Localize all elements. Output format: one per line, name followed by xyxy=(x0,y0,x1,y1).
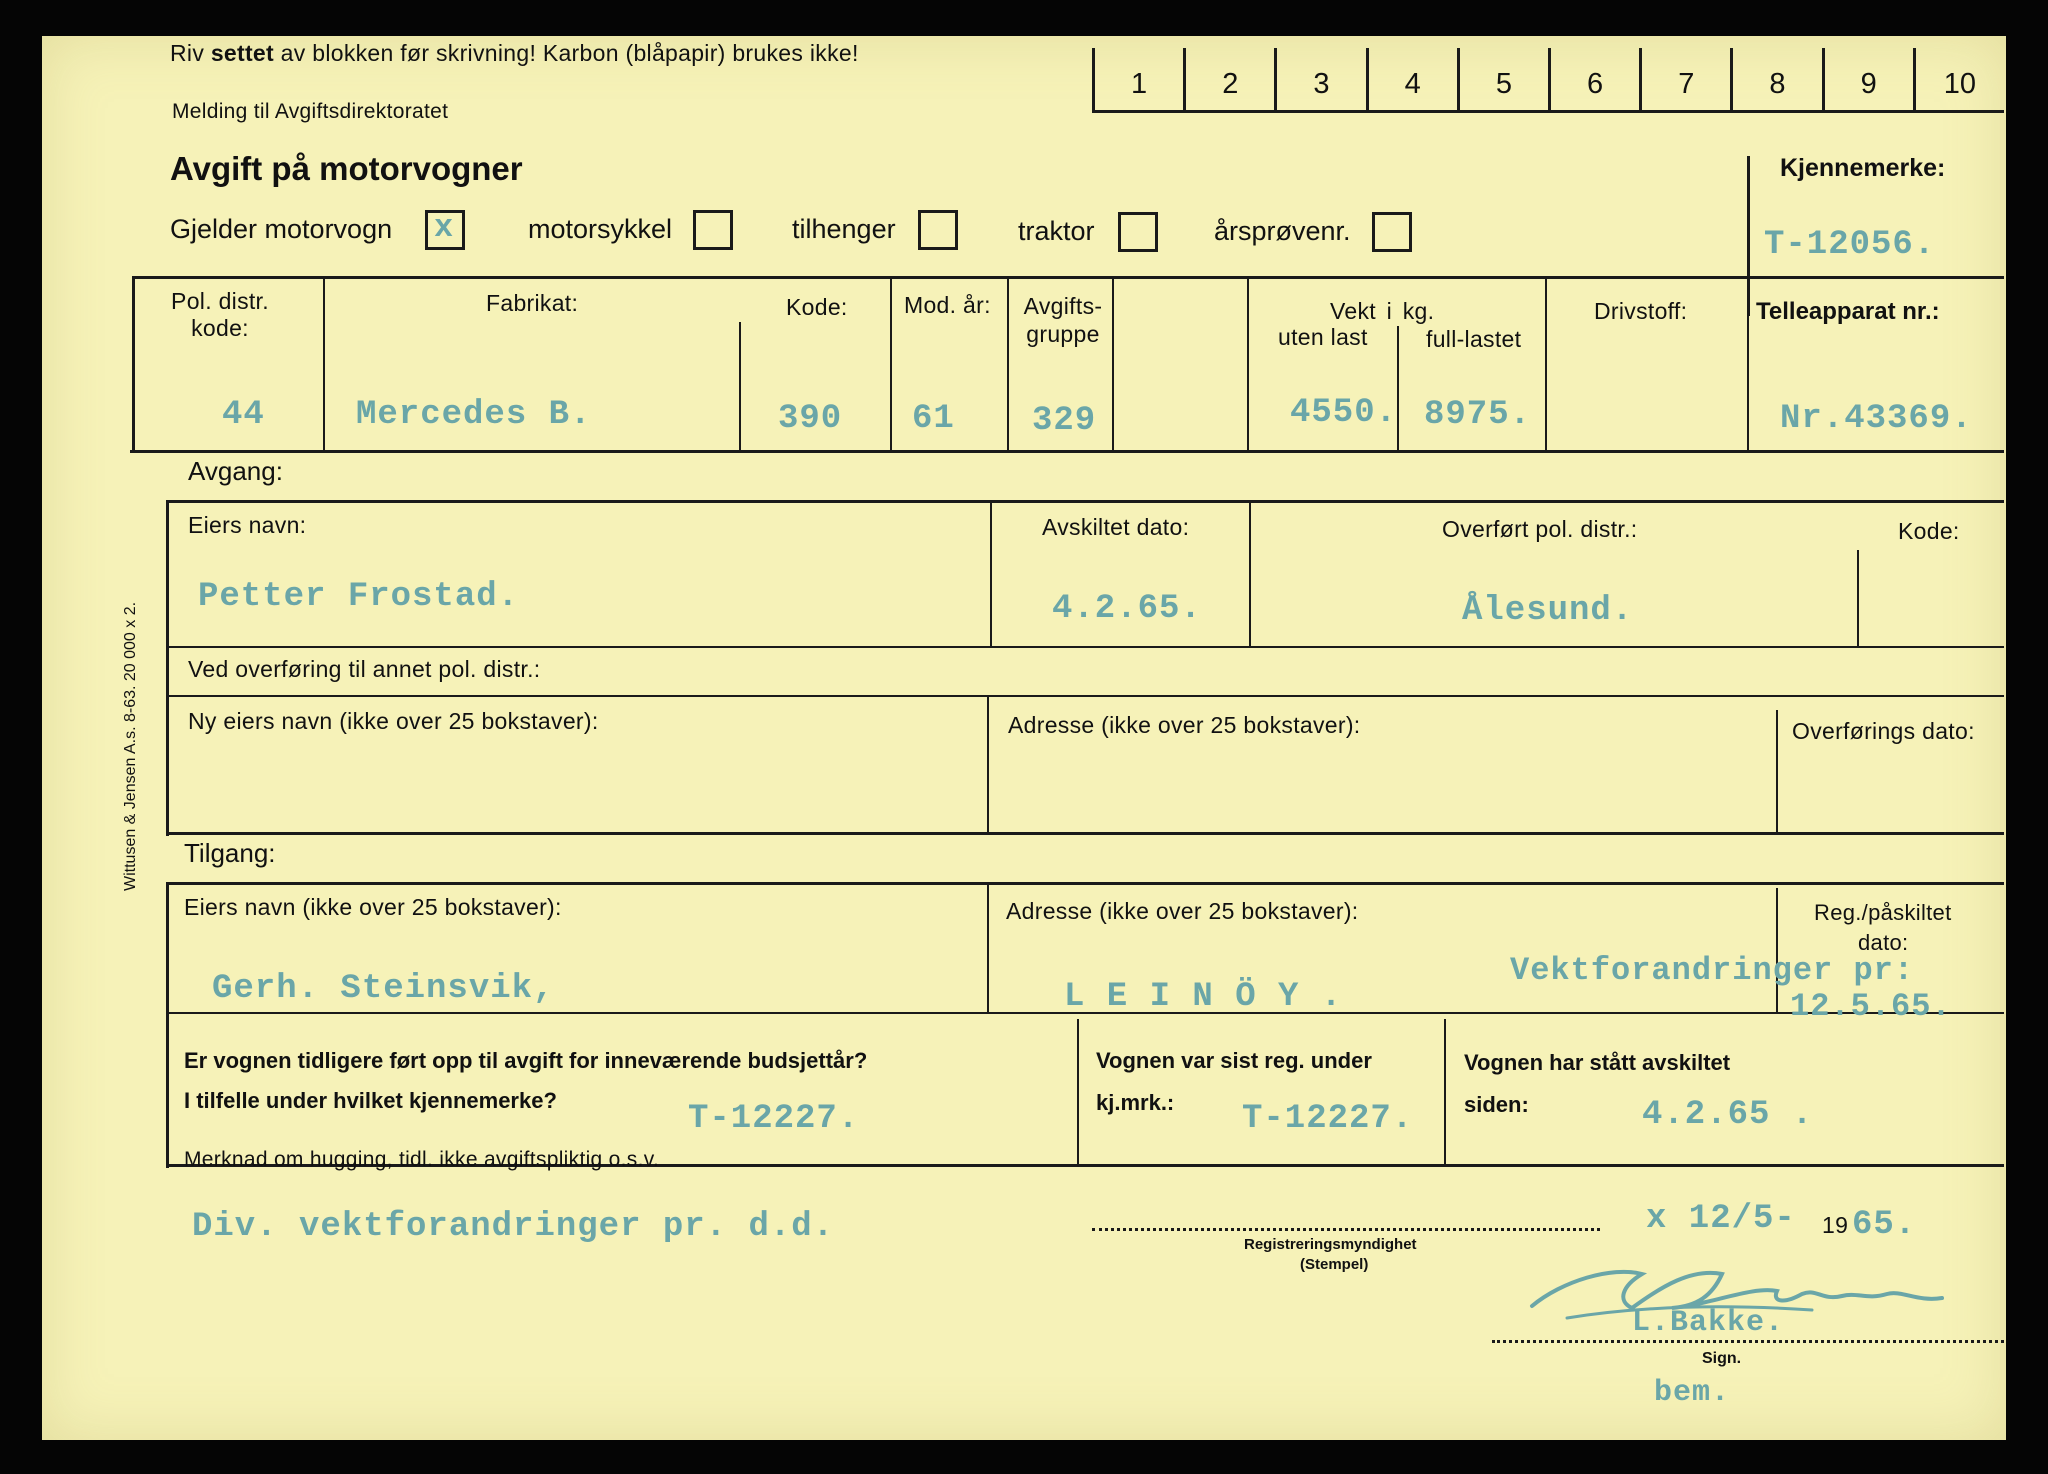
overfort-label: Overført pol. distr.: xyxy=(1442,516,1638,542)
vt-div-3 xyxy=(890,276,892,450)
avgang-mid-1 xyxy=(166,646,2004,648)
tilgang-top xyxy=(166,882,2004,885)
sign-label: Sign. xyxy=(1702,1350,1742,1367)
kode-label: Kode: xyxy=(786,294,848,320)
year-prefix: 19 xyxy=(1822,1212,1849,1238)
applies-to-label: Gjelder motorvogn xyxy=(170,214,393,244)
vt-div-2 xyxy=(739,322,741,450)
reg-dato-label-2: dato: xyxy=(1858,930,1909,955)
tilgang-label: Tilgang: xyxy=(184,838,276,868)
merknad-label: Merknad om hugging, tidl. ikke avgiftspliktig o.s.v. xyxy=(184,1148,660,1171)
sist-reg-value: T-12227. xyxy=(1242,1100,1414,1138)
avgang-kode-label: Kode: xyxy=(1898,518,1960,544)
form-title: Avgift på motorvogner xyxy=(170,150,523,187)
tilgang-adresse-label: Adresse (ikke over 25 bokstaver): xyxy=(1006,898,1359,924)
fabrikat-value: Mercedes B. xyxy=(356,396,592,434)
avgang-label: Avgang: xyxy=(188,456,283,486)
arsprovenr-label: årsprøvenr. xyxy=(1214,216,1351,246)
full-lastet-value: 8975. xyxy=(1424,396,1532,434)
tilgang-div-1 xyxy=(987,882,989,1012)
motorvogn-check-mark: x xyxy=(434,209,455,246)
tilgang-adresse-value: L E I N Ö Y . xyxy=(1064,978,1343,1016)
column-number-1: 1 xyxy=(1092,48,1183,110)
ny-eier-label: Ny eiers navn (ikke over 25 bokstaver): xyxy=(188,708,599,734)
avskiltet-siden-value: 4.2.65 . xyxy=(1642,1096,1814,1134)
ny-adresse-label: Adresse (ikke over 25 bokstaver): xyxy=(1008,712,1361,738)
avskiltet-siden-label-1: Vognen har stått avskiltet xyxy=(1464,1050,1731,1075)
vekt-label: Vekt i kg. xyxy=(1330,298,1435,324)
addressee: Melding til Avgiftsdirektoratet xyxy=(172,100,449,123)
vt-div-7 xyxy=(1397,326,1399,450)
uten-last-label: uten last xyxy=(1278,324,1368,350)
motorvogn-checkbox[interactable] xyxy=(425,210,465,250)
avgiftsgruppe-value: 329 xyxy=(1032,402,1097,440)
avgang-left xyxy=(166,500,169,836)
sist-reg-label-2: kj.mrk.: xyxy=(1096,1090,1175,1115)
reg-dato-value: 12.5.65. xyxy=(1790,988,1952,1025)
traktor-checkbox[interactable] xyxy=(1118,212,1158,252)
myndighet-label: Registreringsmyndighet xyxy=(1244,1236,1417,1253)
stempel-label: (Stempel) xyxy=(1300,1256,1369,1273)
vt-div-1 xyxy=(323,276,325,450)
uten-last-value: 4550. xyxy=(1290,394,1398,432)
vt-div-4 xyxy=(1007,276,1009,450)
reg-dato-label-1: Reg./påskiltet xyxy=(1814,900,1952,925)
previous-question-2: I tilfelle under hvilket kjennemerke? xyxy=(184,1088,557,1113)
bem-value: bem. xyxy=(1654,1376,1731,1410)
full-lastet-label: full-lastet xyxy=(1426,326,1522,352)
vt-div-6 xyxy=(1247,276,1249,450)
vt-div-5 xyxy=(1112,276,1114,450)
mod-ar-value: 61 xyxy=(912,400,955,438)
myndighet-line xyxy=(1092,1228,1600,1231)
drivstoff-label: Drivstoff: xyxy=(1594,298,1688,324)
signer-value: L.Bakke. xyxy=(1632,1306,1785,1340)
column-number-4: 4 xyxy=(1366,48,1457,110)
pol-distr-value: 44 xyxy=(222,396,265,434)
printer-imprint: Wittusen & Jensen A.s. 8-63. 20 000 x 2. xyxy=(122,601,139,891)
avgang-eiers-navn-label: Eiers navn: xyxy=(188,512,307,538)
tilgang-div-4 xyxy=(1444,1019,1446,1164)
arsprovenr-checkbox[interactable] xyxy=(1372,212,1412,252)
avgang-bottom xyxy=(166,832,2004,835)
avgang-div-3 xyxy=(1857,550,1859,646)
avskiltet-siden-label-2: siden: xyxy=(1464,1092,1529,1117)
signature-line xyxy=(1492,1340,2004,1343)
kjennemerke-label: Kjennemerke: xyxy=(1780,154,1946,182)
mod-ar-label: Mod. år: xyxy=(904,292,991,318)
tilgang-left xyxy=(166,882,169,1168)
vt-div-8 xyxy=(1545,276,1547,450)
previous-question-1: Er vognen tidligere ført opp til avgift for inneværende budsjettår? xyxy=(184,1048,868,1073)
column-number-7: 7 xyxy=(1639,48,1730,110)
telleapparat-label: Telleapparat nr.: xyxy=(1756,298,1940,325)
vt-left xyxy=(132,276,135,452)
date-value: x 12/5- xyxy=(1646,1200,1796,1238)
kjennemerke-value: T-12056. xyxy=(1764,226,1936,264)
year-value: 65. xyxy=(1852,1206,1917,1244)
tilhenger-checkbox[interactable] xyxy=(918,210,958,250)
column-number-5: 5 xyxy=(1457,48,1548,110)
tilgang-eiers-navn-value: Gerh. Steinsvik, xyxy=(212,970,555,1008)
column-number-2: 2 xyxy=(1183,48,1274,110)
tilgang-div-3 xyxy=(1077,1019,1079,1164)
previous-question-value: T-12227. xyxy=(688,1100,860,1138)
instruction-line: Riv settet av blokken før skrivning! Karbon (blåpapir) brukes ikke! xyxy=(170,40,859,66)
sist-reg-label-1: Vognen var sist reg. under xyxy=(1096,1048,1372,1073)
telleapparat-value: Nr.43369. xyxy=(1780,400,1973,438)
reg-dato-note: Vektforandringer pr: xyxy=(1510,952,1915,989)
column-number-10: 10 xyxy=(1913,48,2004,110)
avgang-div-2 xyxy=(1249,500,1251,646)
avgang-div-5 xyxy=(1776,710,1778,832)
overfort-value: Ålesund. xyxy=(1462,592,1634,630)
overforings-dato-label: Overførings dato: xyxy=(1792,718,1975,744)
avskiltet-dato-value: 4.2.65. xyxy=(1052,590,1202,628)
form-card xyxy=(42,36,2006,1440)
vt-div-9 xyxy=(1747,276,1749,450)
merknad-value: Div. vektforandringer pr. d.d. xyxy=(192,1208,835,1246)
column-number-6: 6 xyxy=(1548,48,1639,110)
traktor-label: traktor xyxy=(1018,216,1095,246)
avgang-eiers-navn-value: Petter Frostad. xyxy=(198,578,520,616)
tilgang-eiers-navn-label: Eiers navn (ikke over 25 bokstaver): xyxy=(184,894,562,920)
column-number-strip xyxy=(1092,48,2004,113)
avgang-div-4 xyxy=(987,695,989,832)
avgang-top xyxy=(166,500,2004,503)
avgiftsgruppe-label: Avgifts- gruppe xyxy=(1023,293,1103,347)
motorsykkel-label: motorsykkel xyxy=(528,214,673,244)
column-number-3: 3 xyxy=(1274,48,1365,110)
tilhenger-label: tilhenger xyxy=(792,214,896,244)
avskiltet-dato-label: Avskiltet dato: xyxy=(1042,514,1190,540)
ved-overforing-label: Ved overføring til annet pol. distr.: xyxy=(188,656,541,682)
kode-value: 390 xyxy=(778,400,843,438)
motorsykkel-checkbox[interactable] xyxy=(693,210,733,250)
tilgang-div-2 xyxy=(1776,888,1778,1012)
column-number-9: 9 xyxy=(1822,48,1913,110)
pol-distr-label: Pol. distr. kode: xyxy=(171,288,269,341)
vehicle-table-bottom xyxy=(130,450,2004,453)
vehicle-table-top xyxy=(132,276,2004,279)
avgang-div-1 xyxy=(990,500,992,646)
fabrikat-label: Fabrikat: xyxy=(486,290,579,316)
avgang-mid-2 xyxy=(166,695,2004,697)
column-number-8: 8 xyxy=(1730,48,1821,110)
